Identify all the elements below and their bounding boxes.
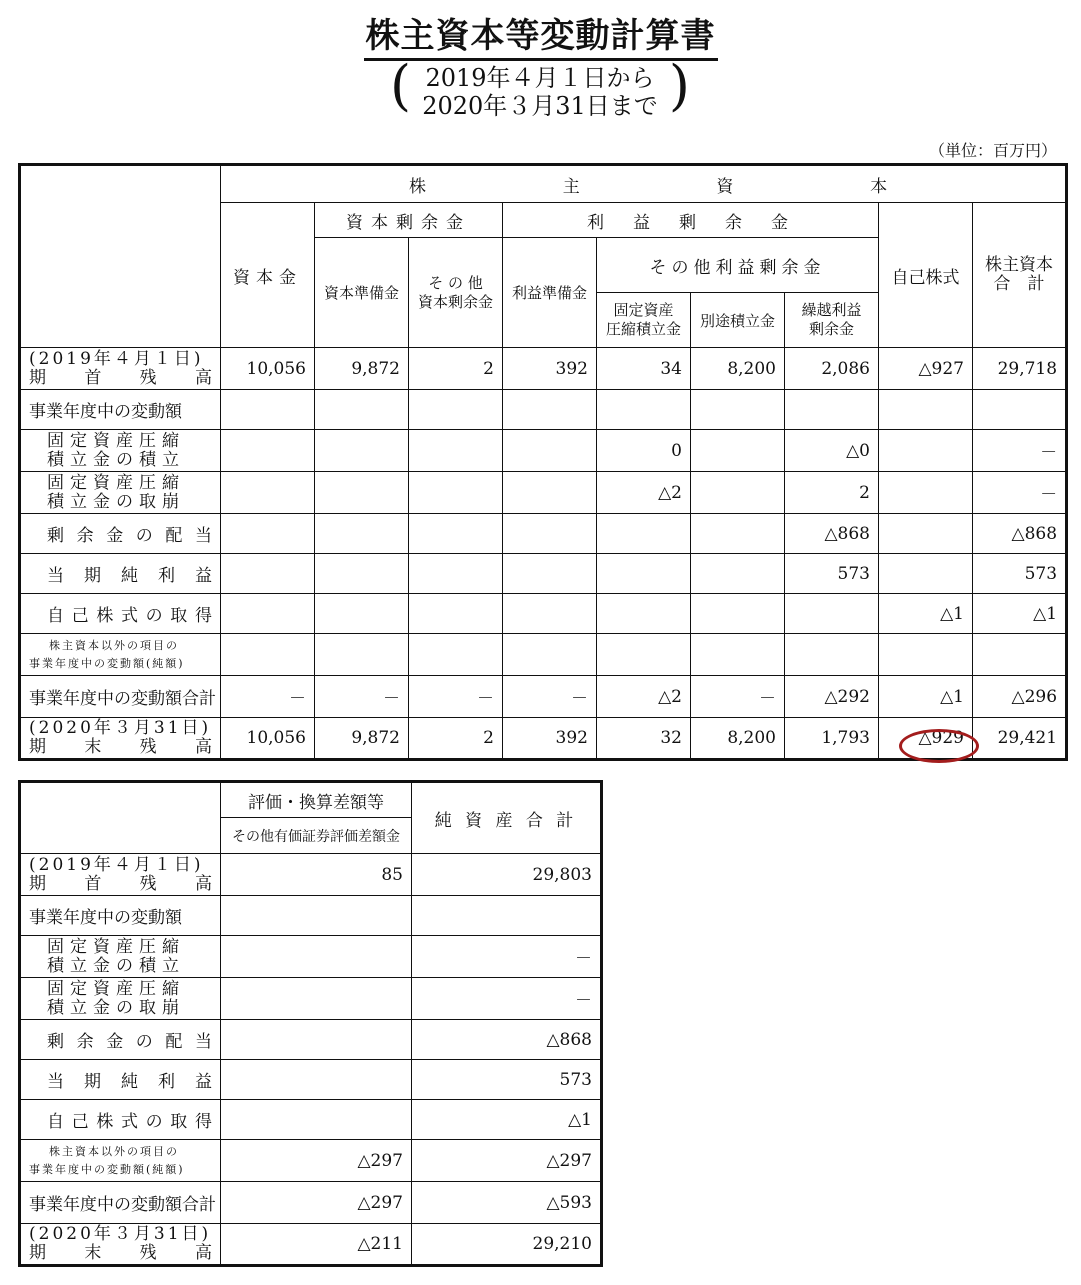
label-char: 金 — [106, 1032, 124, 1052]
header-shareholders-equity — [221, 165, 1067, 203]
value-cell: △0 — [785, 430, 879, 472]
header-other-retained: その他利益剰余金 — [597, 238, 879, 293]
value-cell: 85 — [221, 854, 412, 896]
row-label-non-equity — [20, 634, 221, 676]
label-char: 高 — [194, 367, 212, 388]
table-row — [20, 348, 1067, 390]
label-char: 利 — [158, 1072, 175, 1092]
value-cell — [315, 472, 409, 514]
value-cell — [691, 514, 785, 554]
label-char: 得 — [194, 1112, 212, 1132]
value-cell: － — [412, 936, 602, 978]
value-cell — [221, 1060, 412, 1100]
table-row — [20, 1100, 602, 1140]
value-cell — [221, 936, 412, 978]
table-row — [20, 1020, 602, 1060]
label-char: 末 — [84, 1243, 102, 1263]
value-cell: 9,872 — [315, 348, 409, 390]
document-title: 株主資本等変動計算書 — [0, 8, 1081, 57]
header-valuation-diff: 評価・換算差額等 — [221, 782, 412, 818]
table-row — [20, 1182, 602, 1224]
corner-cell — [20, 782, 221, 854]
value-cell: 392 — [503, 718, 597, 760]
value-cell — [315, 514, 409, 554]
header-char: 資 — [716, 176, 734, 197]
highlight-circle — [899, 729, 979, 763]
label-char: 残 — [139, 737, 157, 757]
value-cell — [597, 390, 691, 430]
value-cell: 573 — [412, 1060, 602, 1100]
label-char: 残 — [139, 367, 157, 388]
value-cell: 1,793 — [785, 718, 879, 760]
valuation-net-assets-table — [18, 780, 603, 1267]
label-line: 積立金の取崩 — [47, 491, 185, 512]
row-label-dividends — [20, 1020, 221, 1060]
value-cell — [315, 634, 409, 676]
row-label-reserve-reversal — [20, 472, 221, 514]
header-general-reserve: 別途積立金 — [691, 293, 785, 348]
label-text: 事業年度中の変動額合計 — [29, 689, 216, 709]
period-end: 2020年３月31日まで — [422, 92, 658, 120]
table-row — [20, 430, 1067, 472]
value-cell: △593 — [412, 1182, 602, 1224]
value-cell: 8,200 — [691, 718, 785, 760]
value-cell: 0 — [597, 430, 691, 472]
value-cell: － — [412, 978, 602, 1020]
row-label-reserve-accum — [20, 430, 221, 472]
header-char: 株 — [409, 176, 426, 197]
label-line: 積立金の積立 — [47, 449, 185, 470]
label-line — [29, 738, 212, 757]
table-row — [20, 676, 1067, 718]
row-label-reserve-reversal — [20, 978, 221, 1020]
label-char: 自 — [47, 606, 64, 626]
value-cell — [409, 390, 503, 430]
header-net-assets: 純 資 産 合 計 — [412, 782, 602, 854]
value-cell — [879, 390, 973, 430]
label-char: 期 — [29, 367, 46, 388]
label-char: 取 — [170, 1112, 188, 1132]
value-cell: △1 — [879, 594, 973, 634]
label-char: 剰 — [47, 1032, 64, 1052]
header-line: 固定資産 — [613, 301, 674, 319]
label-char: 純 — [121, 1072, 138, 1092]
row-label-treasury-purchase — [20, 594, 221, 634]
header-reserve-fixed — [597, 293, 691, 348]
value-cell — [503, 634, 597, 676]
row-label-non-equity — [20, 1140, 221, 1182]
label-char: 式 — [120, 1112, 138, 1132]
value-cell — [973, 634, 1067, 676]
value-cell: △1 — [973, 594, 1067, 634]
value-cell — [221, 594, 315, 634]
header-line: 株主資本 — [985, 255, 1054, 275]
label-text: 事業年度中の変動額 — [29, 402, 182, 422]
value-cell: △297 — [221, 1182, 412, 1224]
label-line: 事業年度中の変動額(純額) — [29, 656, 185, 670]
unit-label: （単位：百万円） — [928, 141, 1057, 160]
row-label-change-header — [20, 896, 221, 936]
value-cell: － — [691, 676, 785, 718]
row-label-begin — [20, 854, 221, 896]
value-cell — [785, 634, 879, 676]
value-cell: 10,056 — [221, 718, 315, 760]
label-char: の — [145, 1112, 163, 1132]
value-cell — [691, 472, 785, 514]
value-cell — [879, 430, 973, 472]
value-cell: △211 — [221, 1224, 412, 1266]
label-char: の — [145, 606, 163, 626]
value-cell: － — [221, 676, 315, 718]
value-cell — [597, 594, 691, 634]
label-char: 式 — [120, 606, 138, 626]
label-char: 高 — [194, 1243, 212, 1263]
value-cell: 573 — [973, 554, 1067, 594]
value-cell — [221, 978, 412, 1020]
value-cell — [691, 390, 785, 430]
label-char: 取 — [170, 606, 188, 626]
label-line: (2020年３月31日) — [29, 1224, 212, 1244]
label-char: 剰 — [47, 526, 64, 546]
value-cell: 29,421 — [973, 718, 1067, 760]
label-text — [29, 1067, 212, 1092]
header-line: そ の 他 — [428, 273, 483, 292]
value-cell: 9,872 — [315, 718, 409, 760]
value-cell: △2 — [597, 676, 691, 718]
header-line: 剰余金 — [808, 320, 854, 338]
value-cell — [785, 594, 879, 634]
label-line: 事業年度中の変動額(純額) — [29, 1162, 185, 1176]
label-char: 首 — [84, 873, 102, 894]
label-char: 己 — [71, 606, 89, 626]
value-cell: － — [315, 676, 409, 718]
label-char: 当 — [47, 566, 64, 586]
value-cell — [221, 634, 315, 676]
value-cell — [409, 554, 503, 594]
label-char: 当 — [194, 1032, 212, 1052]
value-cell: △297 — [221, 1140, 412, 1182]
row-label-net-income — [20, 554, 221, 594]
header-line: 合 計 — [993, 274, 1045, 294]
value-cell — [412, 896, 602, 936]
value-cell — [409, 594, 503, 634]
value-cell — [503, 430, 597, 472]
row-label-treasury-purchase — [20, 1100, 221, 1140]
label-line: (2019年４月１日) — [29, 854, 204, 875]
value-cell: 2,086 — [785, 348, 879, 390]
value-cell: △1 — [879, 676, 973, 718]
value-cell — [691, 594, 785, 634]
value-cell — [221, 554, 315, 594]
label-text: 事業年度中の変動額 — [29, 908, 182, 928]
row-label-begin — [20, 348, 221, 390]
value-cell — [409, 472, 503, 514]
label-text — [29, 601, 212, 626]
table-row — [20, 390, 1067, 430]
value-cell — [221, 472, 315, 514]
value-cell: － — [973, 472, 1067, 514]
label-char: 得 — [194, 606, 212, 626]
value-cell: △296 — [973, 676, 1067, 718]
label-char: 益 — [195, 566, 212, 586]
row-label-net-income — [20, 1060, 221, 1100]
label-char: 益 — [195, 1072, 212, 1092]
table-row — [20, 1060, 602, 1100]
value-cell: 2 — [785, 472, 879, 514]
value-cell — [691, 430, 785, 472]
label-text — [29, 521, 212, 546]
header-capital-surplus: 資本剰余金 — [315, 203, 503, 238]
label-char: 期 — [29, 1243, 46, 1263]
header-other-capital-surplus — [409, 238, 503, 348]
table-row — [20, 1224, 602, 1266]
value-cell — [503, 390, 597, 430]
label-text: 事業年度中の変動額合計 — [29, 1195, 216, 1215]
value-cell — [409, 634, 503, 676]
label-char: 期 — [29, 873, 46, 894]
label-char: 己 — [71, 1112, 89, 1132]
value-cell — [879, 554, 973, 594]
table-row — [20, 554, 1067, 594]
corner-cell — [20, 165, 221, 348]
value-cell — [973, 390, 1067, 430]
header-capital-stock: 資本金 — [221, 203, 315, 348]
value-cell — [503, 514, 597, 554]
equity-changes-table — [18, 163, 1068, 761]
value-cell: △868 — [973, 514, 1067, 554]
label-char: 金 — [106, 526, 124, 546]
label-line: 株主資本以外の項目の — [49, 638, 179, 652]
value-cell: 8,200 — [691, 348, 785, 390]
label-line: 積立金の取崩 — [47, 997, 185, 1018]
value-cell — [315, 390, 409, 430]
label-line: 固定資産圧縮 — [47, 936, 185, 957]
label-char: 純 — [121, 566, 138, 586]
value-cell: △292 — [785, 676, 879, 718]
label-char: 当 — [194, 526, 212, 546]
value-cell — [315, 430, 409, 472]
header-treasury-stock: 自己株式 — [879, 203, 973, 348]
table-row — [20, 594, 1067, 634]
header-securities-diff: その他有価証券評価差額金 — [221, 818, 412, 854]
value-cell: 29,210 — [412, 1224, 602, 1266]
value-cell: 29,803 — [412, 854, 602, 896]
value-cell: 32 — [597, 718, 691, 760]
value-cell — [879, 514, 973, 554]
value-cell — [879, 472, 973, 514]
row-label-dividends — [20, 514, 221, 554]
value-cell: 2 — [409, 348, 503, 390]
value-cell: － — [503, 676, 597, 718]
value-cell: △868 — [412, 1020, 602, 1060]
value-cell: 2 — [409, 718, 503, 760]
value-cell: － — [409, 676, 503, 718]
value-cell: 34 — [597, 348, 691, 390]
label-line: 固定資産圧縮 — [47, 430, 185, 451]
value-cell — [503, 594, 597, 634]
table-row — [20, 896, 602, 936]
label-char: 末 — [84, 737, 102, 757]
value-cell — [503, 554, 597, 594]
value-cell — [597, 554, 691, 594]
value-cell: △2 — [597, 472, 691, 514]
value-cell: 29,718 — [973, 348, 1067, 390]
label-char: 首 — [84, 367, 102, 388]
value-cell: － — [973, 430, 1067, 472]
label-char: 高 — [194, 737, 212, 757]
label-text — [29, 1027, 212, 1052]
label-char: 当 — [47, 1072, 64, 1092]
label-line — [29, 875, 212, 894]
label-char: 株 — [96, 606, 114, 626]
header-line: 繰越利益 — [801, 301, 862, 319]
row-label-change-header — [20, 390, 221, 430]
label-line: 株主資本以外の項目の — [49, 1144, 179, 1158]
value-cell: 573 — [785, 554, 879, 594]
row-label-reserve-accum — [20, 936, 221, 978]
label-line: (2020年３月31日) — [29, 718, 212, 738]
label-char: 期 — [84, 566, 101, 586]
label-text — [29, 1107, 212, 1132]
label-char: 配 — [165, 1032, 183, 1052]
label-char: 期 — [84, 1072, 101, 1092]
value-cell — [597, 634, 691, 676]
table-row — [20, 472, 1067, 514]
value-cell — [221, 1020, 412, 1060]
header-line: 圧縮積立金 — [605, 320, 681, 338]
period-start: 2019年４月１日から — [425, 64, 655, 92]
value-cell — [315, 554, 409, 594]
period — [360, 54, 720, 124]
label-char: 余 — [76, 1032, 94, 1052]
value-cell — [879, 634, 973, 676]
label-line — [29, 1244, 212, 1263]
header-retained-earnings: 利 益 剰 余 金 — [503, 203, 879, 238]
label-line: 固定資産圧縮 — [47, 978, 185, 999]
header-total-equity — [973, 203, 1067, 348]
value-cell — [315, 594, 409, 634]
label-char: 配 — [165, 526, 183, 546]
label-line: 積立金の積立 — [47, 955, 185, 976]
label-char: 余 — [76, 526, 94, 546]
value-cell: △927 — [879, 348, 973, 390]
value-cell — [503, 472, 597, 514]
table-row — [20, 1140, 602, 1182]
label-char: 利 — [158, 566, 175, 586]
value-cell: 392 — [503, 348, 597, 390]
label-char: 残 — [139, 1243, 157, 1263]
label-char: の — [135, 1032, 153, 1052]
value-cell: △1 — [412, 1100, 602, 1140]
row-label-total-change — [20, 676, 221, 718]
row-label-end — [20, 1224, 221, 1266]
label-line: (2019年４月１日) — [29, 348, 204, 369]
table-row — [20, 978, 602, 1020]
label-line: 固定資産圧縮 — [47, 472, 185, 493]
right-paren: ) — [668, 54, 690, 117]
value-cell — [221, 896, 412, 936]
label-char: 株 — [96, 1112, 114, 1132]
header-legal-capital-surplus: 資本準備金 — [315, 238, 409, 348]
label-char: の — [135, 526, 153, 546]
value-cell: △297 — [412, 1140, 602, 1182]
row-label-end — [20, 718, 221, 760]
value-cell: 10,056 — [221, 348, 315, 390]
label-char: 高 — [194, 873, 212, 894]
value-cell — [221, 430, 315, 472]
header-legal-retained: 利益準備金 — [503, 238, 597, 348]
label-char: 期 — [29, 737, 46, 757]
value-cell — [409, 430, 503, 472]
header-char: 本 — [870, 176, 888, 197]
table-row — [20, 936, 602, 978]
value-cell — [221, 1100, 412, 1140]
left-paren: ( — [390, 54, 412, 117]
value-cell: △868 — [785, 514, 879, 554]
table-row — [20, 854, 602, 896]
value-cell — [691, 634, 785, 676]
value-cell — [785, 390, 879, 430]
table-row — [20, 634, 1067, 676]
label-char: 自 — [47, 1112, 64, 1132]
label-text — [29, 561, 212, 586]
header-line: 資本剰余金 — [417, 292, 493, 311]
header-char: 主 — [562, 176, 580, 197]
value-cell — [221, 514, 315, 554]
value-cell — [691, 554, 785, 594]
row-label-total-change — [20, 1182, 221, 1224]
label-char: 残 — [139, 873, 157, 894]
value-cell — [597, 514, 691, 554]
value-cell — [409, 514, 503, 554]
value-cell — [221, 390, 315, 430]
label-line — [29, 369, 212, 388]
value-cell: △929 — [879, 718, 973, 760]
table-row — [20, 514, 1067, 554]
header-carried-forward — [785, 293, 879, 348]
